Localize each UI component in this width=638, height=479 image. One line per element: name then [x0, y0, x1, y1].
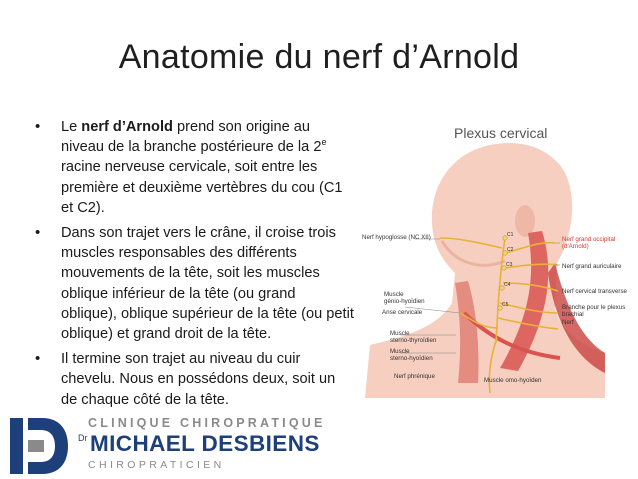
label-c3: C3	[506, 262, 513, 268]
label-sterno-thyroidien	[390, 330, 436, 344]
logo-profession: CHIROPRATICIEN	[88, 459, 225, 471]
label-line: sterno-thyroïdien	[390, 337, 437, 344]
clinic-logo	[8, 413, 328, 475]
bullet-text: racine nerveuse cervicale, soit entre les première et deuxième vertèbres du cou (C1 et C2).	[61, 159, 343, 216]
bullet-text: prend son origine au niveau de la branche postérieure de la 2	[61, 119, 322, 156]
bullet-text: Le	[61, 119, 82, 135]
label-plexus-brachial	[562, 304, 625, 318]
label-hypoglosse: Nerf hypoglosse (NC XII)	[362, 234, 431, 241]
label-omo-hyoiden: Muscle omo-hyoïden	[484, 377, 542, 384]
label-line: génio-hyoïdien	[384, 298, 425, 305]
label-anse-cervicale: Anse cervicale	[382, 309, 423, 316]
label-sterno-hyoidien	[390, 348, 433, 362]
label-nerf: Nerf	[562, 319, 574, 326]
label-line: Muscle	[384, 291, 404, 298]
logo-d-mark-icon	[10, 418, 68, 474]
bullet-item	[34, 223, 354, 344]
label-line: Nerf grand occipital	[562, 236, 616, 243]
label-line: Muscle	[390, 348, 410, 355]
label-grand-occipital	[562, 236, 615, 250]
label-c2: C2	[507, 247, 514, 253]
bullet-item	[34, 349, 354, 410]
ear	[515, 205, 535, 237]
slide-title: Anatomie du nerf d’Arnold	[118, 38, 520, 76]
bullet-item	[34, 117, 354, 218]
label-transverse: Nerf cervical transverse	[562, 288, 627, 295]
label-line: (d'Arnold)	[562, 243, 589, 250]
logo-clinic-line: CLINIQUE CHIROPRATIQUE	[88, 416, 326, 430]
label-line: Branche pour le plexus	[562, 304, 626, 311]
bullet-text: Il termine son trajet au niveau du cuir chevelu. Nous en possédons deux, soit un de chaque côté de la tête.	[61, 351, 336, 408]
bullet-glyph: •	[35, 350, 41, 368]
label-grand-auriculaire: Nerf grand auriculaire	[562, 263, 622, 270]
cervical-plexus-illustration	[360, 113, 627, 398]
bullet-text: Dans son trajet vers le crâne, il croise trois muscles responsables des différents mouvements de la tête, soit les muscles oblique inférieur de la tête (ou grand oblique), oblique supérieur de la tête (ou petit oblique) et grand droit de la tête.	[61, 225, 354, 343]
label-genio-hyoidien	[384, 291, 425, 305]
bullet-glyph: •	[35, 118, 41, 135]
bullet-glyph: •	[35, 224, 41, 242]
label-line: Muscle	[390, 330, 410, 337]
bullet-list	[34, 117, 354, 415]
label-line: sterno-hyoïdien	[390, 355, 433, 362]
figure-title: Plexus cervical	[454, 125, 548, 141]
logo-dr: Dr	[78, 433, 88, 443]
label-nerf-phrenique: Nerf phrénique	[394, 373, 435, 380]
label-c1: C1	[507, 232, 514, 238]
bullet-bold-term: nerf d’Arnold	[81, 119, 173, 135]
label-c4: C4	[504, 282, 511, 288]
label-c5: C5	[502, 302, 509, 308]
superscript: e	[321, 137, 327, 148]
logo-doctor-name: MICHAEL DESBIENS	[90, 431, 320, 456]
label-line: brachial	[562, 311, 584, 318]
